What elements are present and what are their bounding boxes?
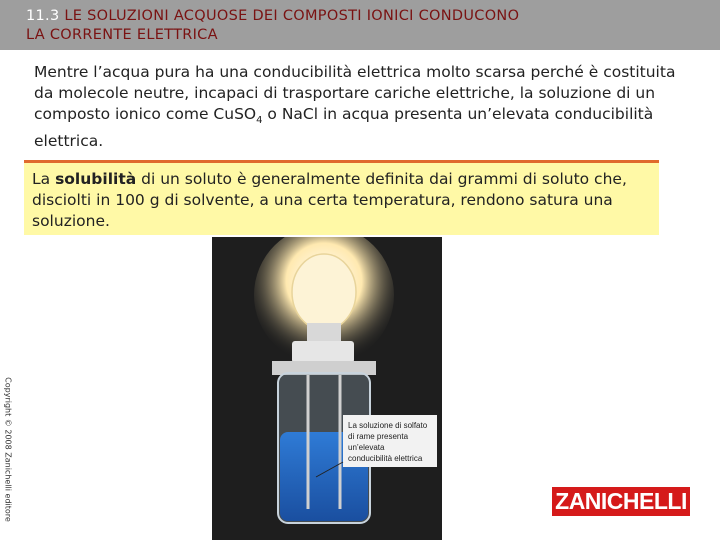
intro-text-a: Mentre l’acqua pura ha una conducibilità elettrica molto scarsa perché è costituita da molecole neutre, incapaci di trasportare cariche elettriche, la soluzione di un composto ionico come Cu: [34, 63, 676, 123]
lamp-photo: [212, 237, 442, 540]
intro-subscript: 4: [256, 115, 263, 127]
bulb-base: [307, 323, 341, 343]
zanichelli-logo: ZANICHELLI: [552, 487, 690, 516]
intro-paragraph: [34, 62, 694, 152]
caption-line-2: di rame presenta: [348, 432, 409, 441]
definition-box: [24, 160, 659, 235]
intro-so: SO: [234, 105, 257, 123]
lamp-illustration: [212, 237, 442, 540]
caption-line-1: La soluzione di solfato: [348, 421, 428, 430]
title-main: LE SOLUZIONI ACQUOSE DEI COMPOSTI IONICI CONDUCONO: [59, 8, 520, 24]
lamp-socket: [292, 341, 354, 363]
caption-line-3: un’elevata: [348, 443, 385, 452]
copyright-text: Copyright © 2008 Zanichelli editore: [3, 377, 13, 522]
def-post: di un soluto è generalmente definita dai grammi di soluto che, disciolti in 100 g di solvente, a una certa temperatura, rendono satura una soluzione.: [32, 170, 627, 230]
title-line2: LA CORRENTE ELETTRICA: [26, 27, 218, 43]
caption-line-4: conducibilità elettrica: [348, 454, 423, 463]
def-pre: La: [32, 170, 56, 188]
definition-text: [32, 169, 652, 232]
def-bold: solubilità: [55, 170, 137, 188]
title-bar: [0, 0, 720, 50]
title-number: 11.3: [26, 8, 60, 24]
intro-text-b: o NaCl in acqua presenta un’elevata conducibilità elettrica.: [34, 105, 654, 151]
slide-title: [26, 7, 706, 45]
bulb: [292, 254, 356, 330]
